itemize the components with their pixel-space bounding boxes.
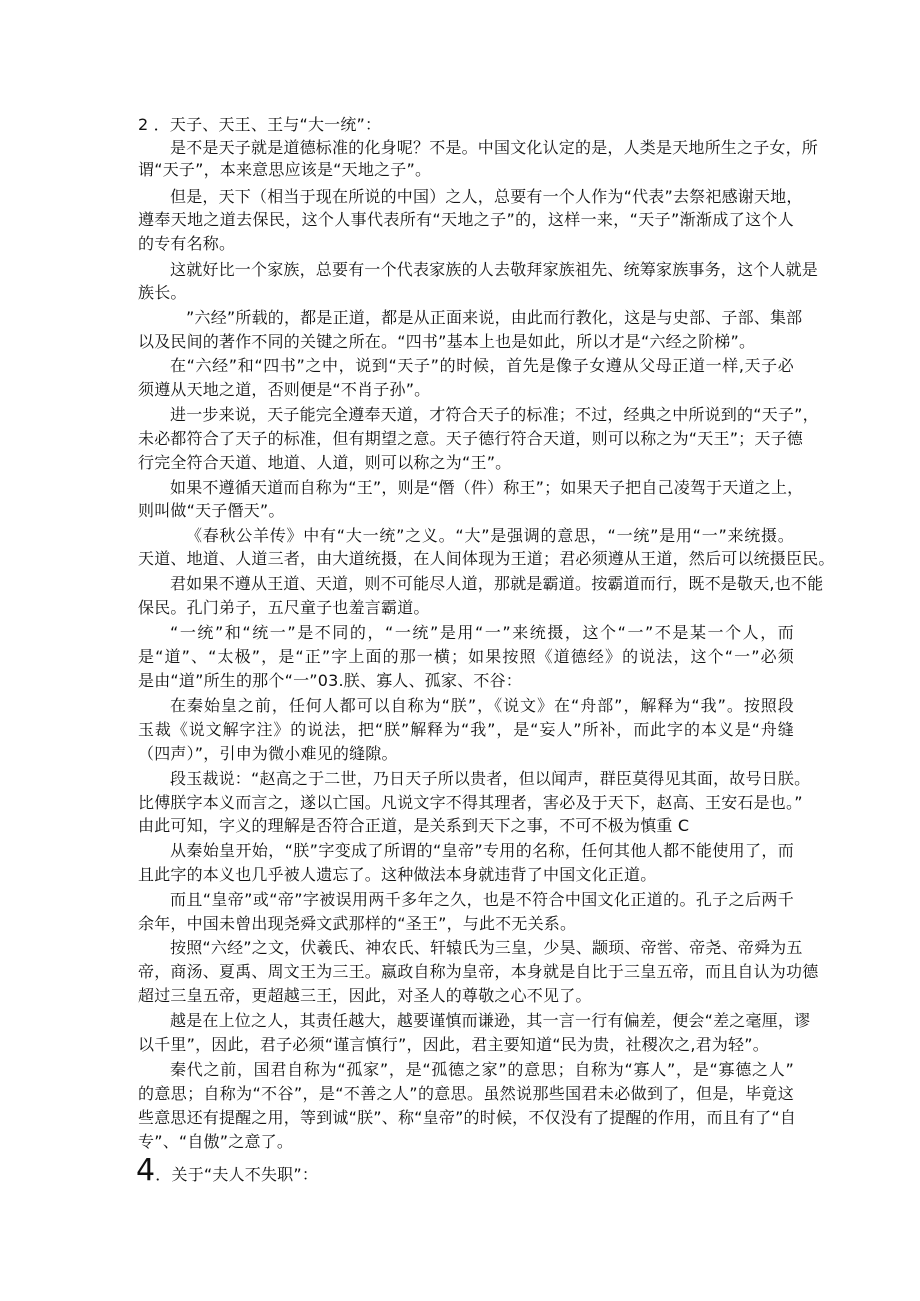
paragraph-line: 玉裁《说文解字注》的说法，把“朕”解释为“我”，是“妄人”所补，而此字的本义是“舟缝 <box>138 720 794 739</box>
paragraph-line: 的意思；自称为“不谷”，是“不善之人”的意思。虽然说那些国君未必做到了，但是，毕竟这 <box>138 1084 794 1103</box>
paragraph-line: 族长。 <box>138 283 187 302</box>
paragraph-line: 君如果不遵从王道、天道，则不可能尽人道，那就是霸道。按霸道而行，既不是敬天,也不能 <box>170 574 824 593</box>
paragraph-line: 帝，商汤、夏禹、周文王为三王。嬴政自称为皇帝，本身就是自比于三皇五帝，而且自认为功德 <box>138 962 819 981</box>
paragraph-line: 余年，中国未曾出现尧舜文武那样的“圣王”，与此不无关系。 <box>138 914 577 933</box>
paragraph-line: 在“六经”和“四书”之中，说到“天子”的时候，首先是像子女遵从父母正道一样,天子必 <box>170 356 794 375</box>
paragraph-line: 则叫做“天子僭天”。 <box>138 501 285 520</box>
paragraph-line: （四声）”，引申为微小难见的缝隙。 <box>138 744 398 763</box>
section-heading-4 <box>136 1154 318 1188</box>
paragraph-line: 行完全符合天道、地道、人道，则可以称之为“王”。 <box>138 453 512 472</box>
section-heading-2: 2 ．天子、天王、王与“大一统”： <box>138 115 382 134</box>
paragraph-line: 在秦始皇之前，任何人都可以自称为“朕”，《说文》在“舟部”，解释为“我”。按照段 <box>170 696 794 715</box>
paragraph-line: 遵奉天地之道去保民，这个人事代表所有“天地之子”的，这样一来，“天子”渐渐成了这个人 <box>138 210 794 229</box>
paragraph-line: 是“道”、“太极”，是“正”字上面的那一横；如果按照《道德经》的说法，这个“一”必须 <box>138 647 794 666</box>
paragraph-line: 《春秋公羊传》中有“大一统”之义。“大”是强调的意思，“一统”是用“一”来统摄。 <box>186 526 794 545</box>
paragraph-line: 以千里”，因此，君子必须“谨言慎行”，因此，君主要知道“民为贵，社稷次之,君为轻”。 <box>138 1035 769 1054</box>
paragraph-line: 些意思还有提醒之用，等到诚“朕”、称“皇帝”的时候，不仅没有了提醒的作用，而且有了“自 <box>138 1108 797 1127</box>
paragraph-line: “一统”和“统一”是不同的，“一统”是用“一”来统摄，这个“一”不是某一个人，而 <box>170 623 794 642</box>
paragraph-line: 比傅朕字本义而言之，遂以亡国。凡说文字不得其理者，害必及于天下，赵高、王安石是也。” <box>138 793 803 812</box>
paragraph-line: 且此字的本义也几乎被人遗忘了。这种做法本身就违背了中国文化正道。 <box>138 865 657 884</box>
paragraph-line: 如果不遵循天道而自称为“王”，则是“僭（件）称王”；如果天子把自己凌驾于天道之上， <box>170 478 804 497</box>
paragraph-line: 的专有名称。 <box>138 234 236 253</box>
paragraph-line: 天道、地道、人道三者，由大道统摄，在人间体现为王道；君必须遵从王道，然后可以统摄臣民。 <box>138 549 835 568</box>
heading-number: 4 <box>136 1153 156 1188</box>
paragraph-line: 由此可知，字义的理解是否符合正道，是关系到天下之事，不可不极为慎重 C <box>138 816 690 835</box>
paragraph-line: 段玉裁说：“赵高之于二世，乃日天子所以贵者，但以闻声，群臣莫得见其面，故号日朕。 <box>170 769 811 788</box>
paragraph-line: 须遵从天地之道，否则便是“不肖子孙”。 <box>138 380 431 399</box>
paragraph-line: 按照“六经”之文，伏羲氏、神农氏、轩辕氏为三皇，少昊、颛顼、帝喾、帝尧、帝舜为五 <box>170 938 803 957</box>
paragraph-line: 谓“天子”，本来意思应该是“天地之子”。 <box>138 160 432 179</box>
paragraph-line: 秦代之前，国君自称为“孤家”，是“孤德之家”的意思；自称为“寡人”，是“寡德之人” <box>170 1060 794 1079</box>
paragraph-line: 从秦始皇开始，“朕”字变成了所谓的“皇帝”专用的名称，任何其他人都不能使用了，而 <box>170 841 794 860</box>
paragraph-line: ”六经”所载的，都是正道，都是从正面来说，由此而行教化，这是与史部、子部、集部 <box>186 308 803 327</box>
paragraph-line: 是不是天子就是道德标准的化身呢？不是。中国文化认定的是，人类是天地所生之子女，所 <box>170 138 819 157</box>
paragraph-line: 这就好比一个家族，总要有一个代表家族的人去敬拜家族祖先、统筹家族事务，这个人就是 <box>170 260 819 279</box>
paragraph-line: 是由“道”所生的那个“一”03.朕、寡人、孤家、不谷： <box>138 671 523 690</box>
paragraph-line: 而且“皇帝”或“帝”字被误用两千多年之久，也是不符合中国文化正道的。孔子之后两千 <box>170 890 794 909</box>
paragraph-line: 越是在上位之人，其责任越大，越要谨慎而谦逊，其一言一行有偏差，便会“差之毫厘，谬 <box>170 1011 811 1030</box>
paragraph-line: 未必都符合了天子的标准，但有期望之意。天子德行符合天道，则可以称之为“天王”；天子德 <box>138 429 803 448</box>
paragraph-line: 超过三皇五帝，更超越三王，因此，对圣人的尊敬之心不见了。 <box>138 986 592 1005</box>
paragraph-line: 以及民间的著作不同的关键之所在。“四书”基本上也是如此，所以才是“六经之阶梯”。 <box>138 332 756 351</box>
paragraph-line: 专”、“自傲”之意了。 <box>138 1132 294 1151</box>
paragraph-line: 保民。孔门弟子，五尺童子也羞言霸道。 <box>138 598 430 617</box>
heading-text: ．关于“夫人不失职”： <box>155 1165 319 1184</box>
paragraph-line: 但是，天下（相当于现在所说的中国）之人，总要有一个人作为“代表”去祭祀感谢天地， <box>170 187 803 206</box>
paragraph-line: 进一步来说，天子能完全遵奉天道，才符合天子的标准；不过，经典之中所说到的“天子”， <box>170 405 819 424</box>
